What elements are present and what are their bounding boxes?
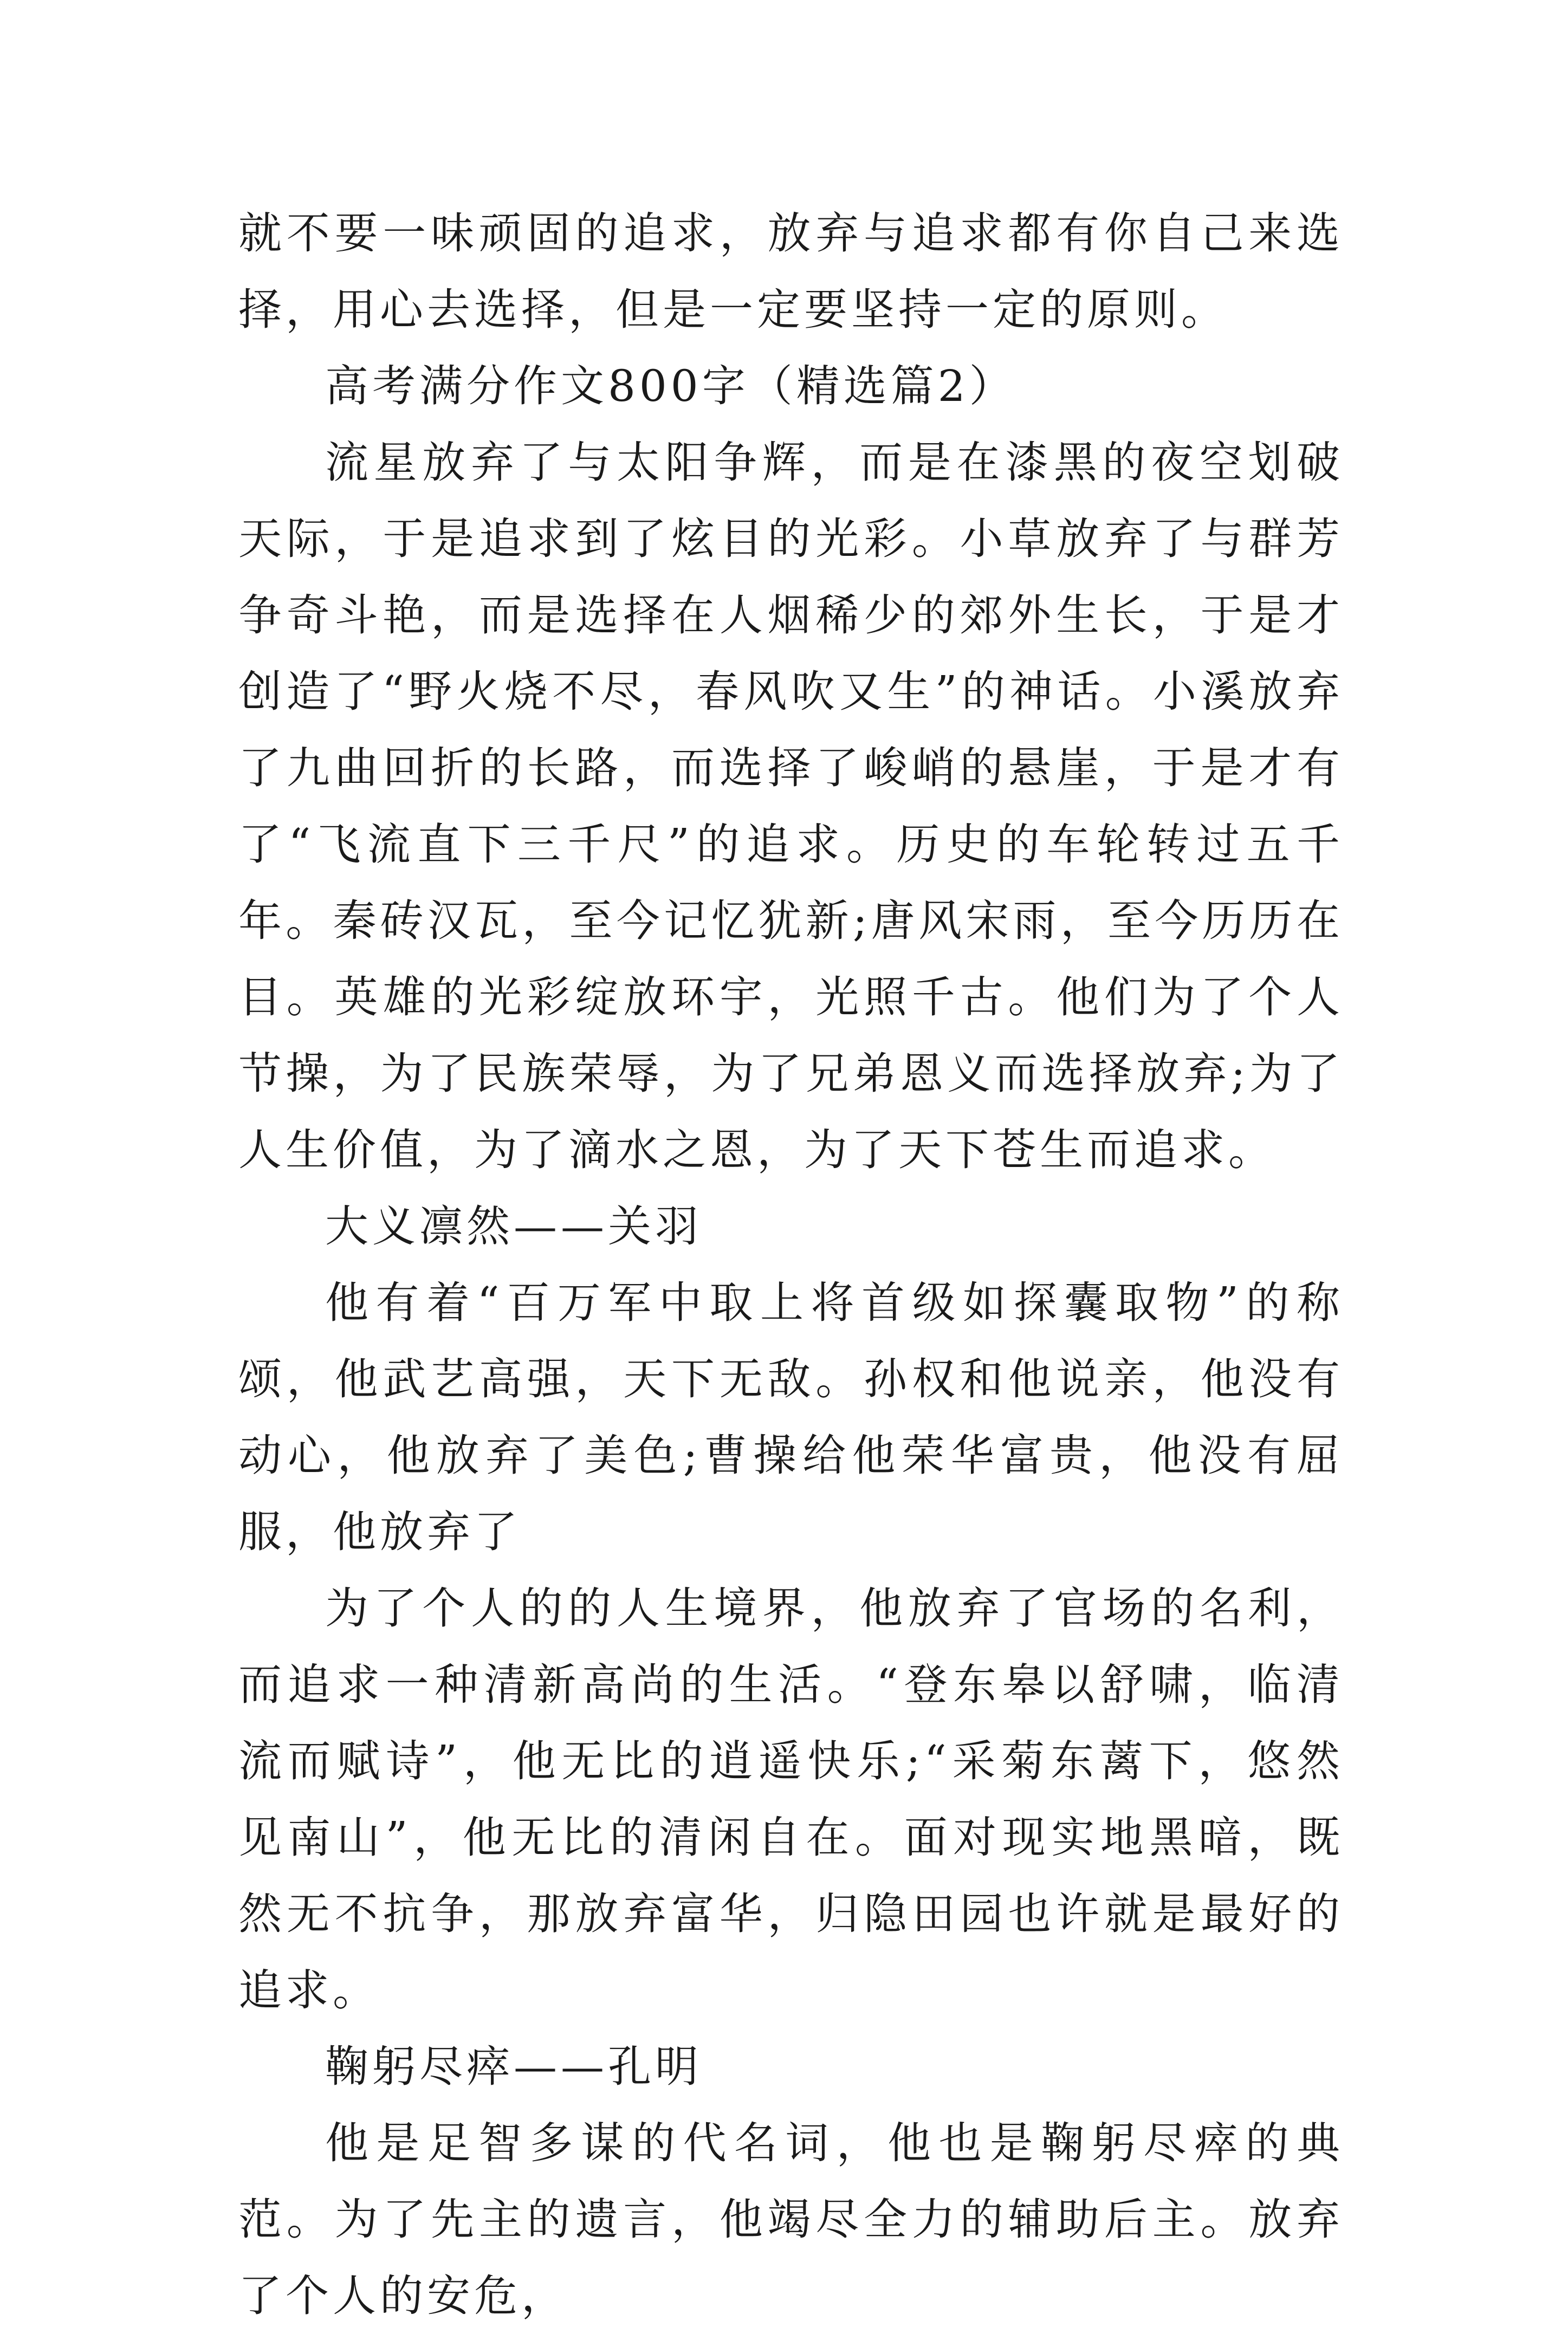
paragraph-continuation: 就不要一味顽固的追求，放弃与追求都有你自己来选择，用心去选择，但是一定要坚持一定的原则。 [238,208,1344,335]
paragraph-recluse-life: 为了个人的的人生境界，他放弃了官场的名利，而追求一种清新高尚的生活。“登东皋以舒啸，临清流而赋诗”，他无比的逍遥快乐;“采菊东蓠下，悠然见南山”，他无比的清闲自在。面对现实地黑暗，既然无不抗争，那放弃富华，归隐田园也许就是最好的追求。 [238,1583,1344,2015]
article-body [238,195,1344,2334]
paragraph-meteor-grass-stream: 流星放弃了与太阳争辉，而是在漆黑的夜空划破天际，于是追求到了炫目的光彩。小草放弃了与群芳争奇斗艳，而是选择在人烟稀少的郊外生长，于是才创造了“野火烧不尽，春风吹又生”的神话。小溪放弃了九曲回折的长路，而选择了峻峭的悬崖，于是才有了“飞流直下三千尺”的追求。历史的车轮转过五千年。秦砖汉瓦，至今记忆犹新;唐风宋雨，至今历历在目。英雄的光彩绽放环宇，光照千古。他们为了个人节操，为了民族荣辱，为了兄弟恩义而选择放弃;为了人生价值，为了滴水之恩，为了天下苍生而追求。 [238,437,1344,1175]
section-heading-essay-title: 高考满分作文800字（精选篇2） [325,361,1016,411]
section-heading-kong-ming: 鞠躬尽瘁——孔明 [325,2041,702,2092]
section-heading-guan-yu: 大义凛然——关羽 [325,1201,702,1252]
paragraph-kong-ming: 他是足智多谋的代名词，他也是鞠躬尽瘁的典范。为了先主的遗言，他竭尽全力的辅助后主。放弃了个人的安危， [238,2118,1344,2321]
paragraph-guan-yu: 他有着“百万军中取上将首级如探囊取物”的称颂，他武艺高强，天下无敌。孙权和他说亲，他没有动心，他放弃了美色;曹操给他荣华富贵，他没有屈服，他放弃了 [238,1278,1344,1557]
